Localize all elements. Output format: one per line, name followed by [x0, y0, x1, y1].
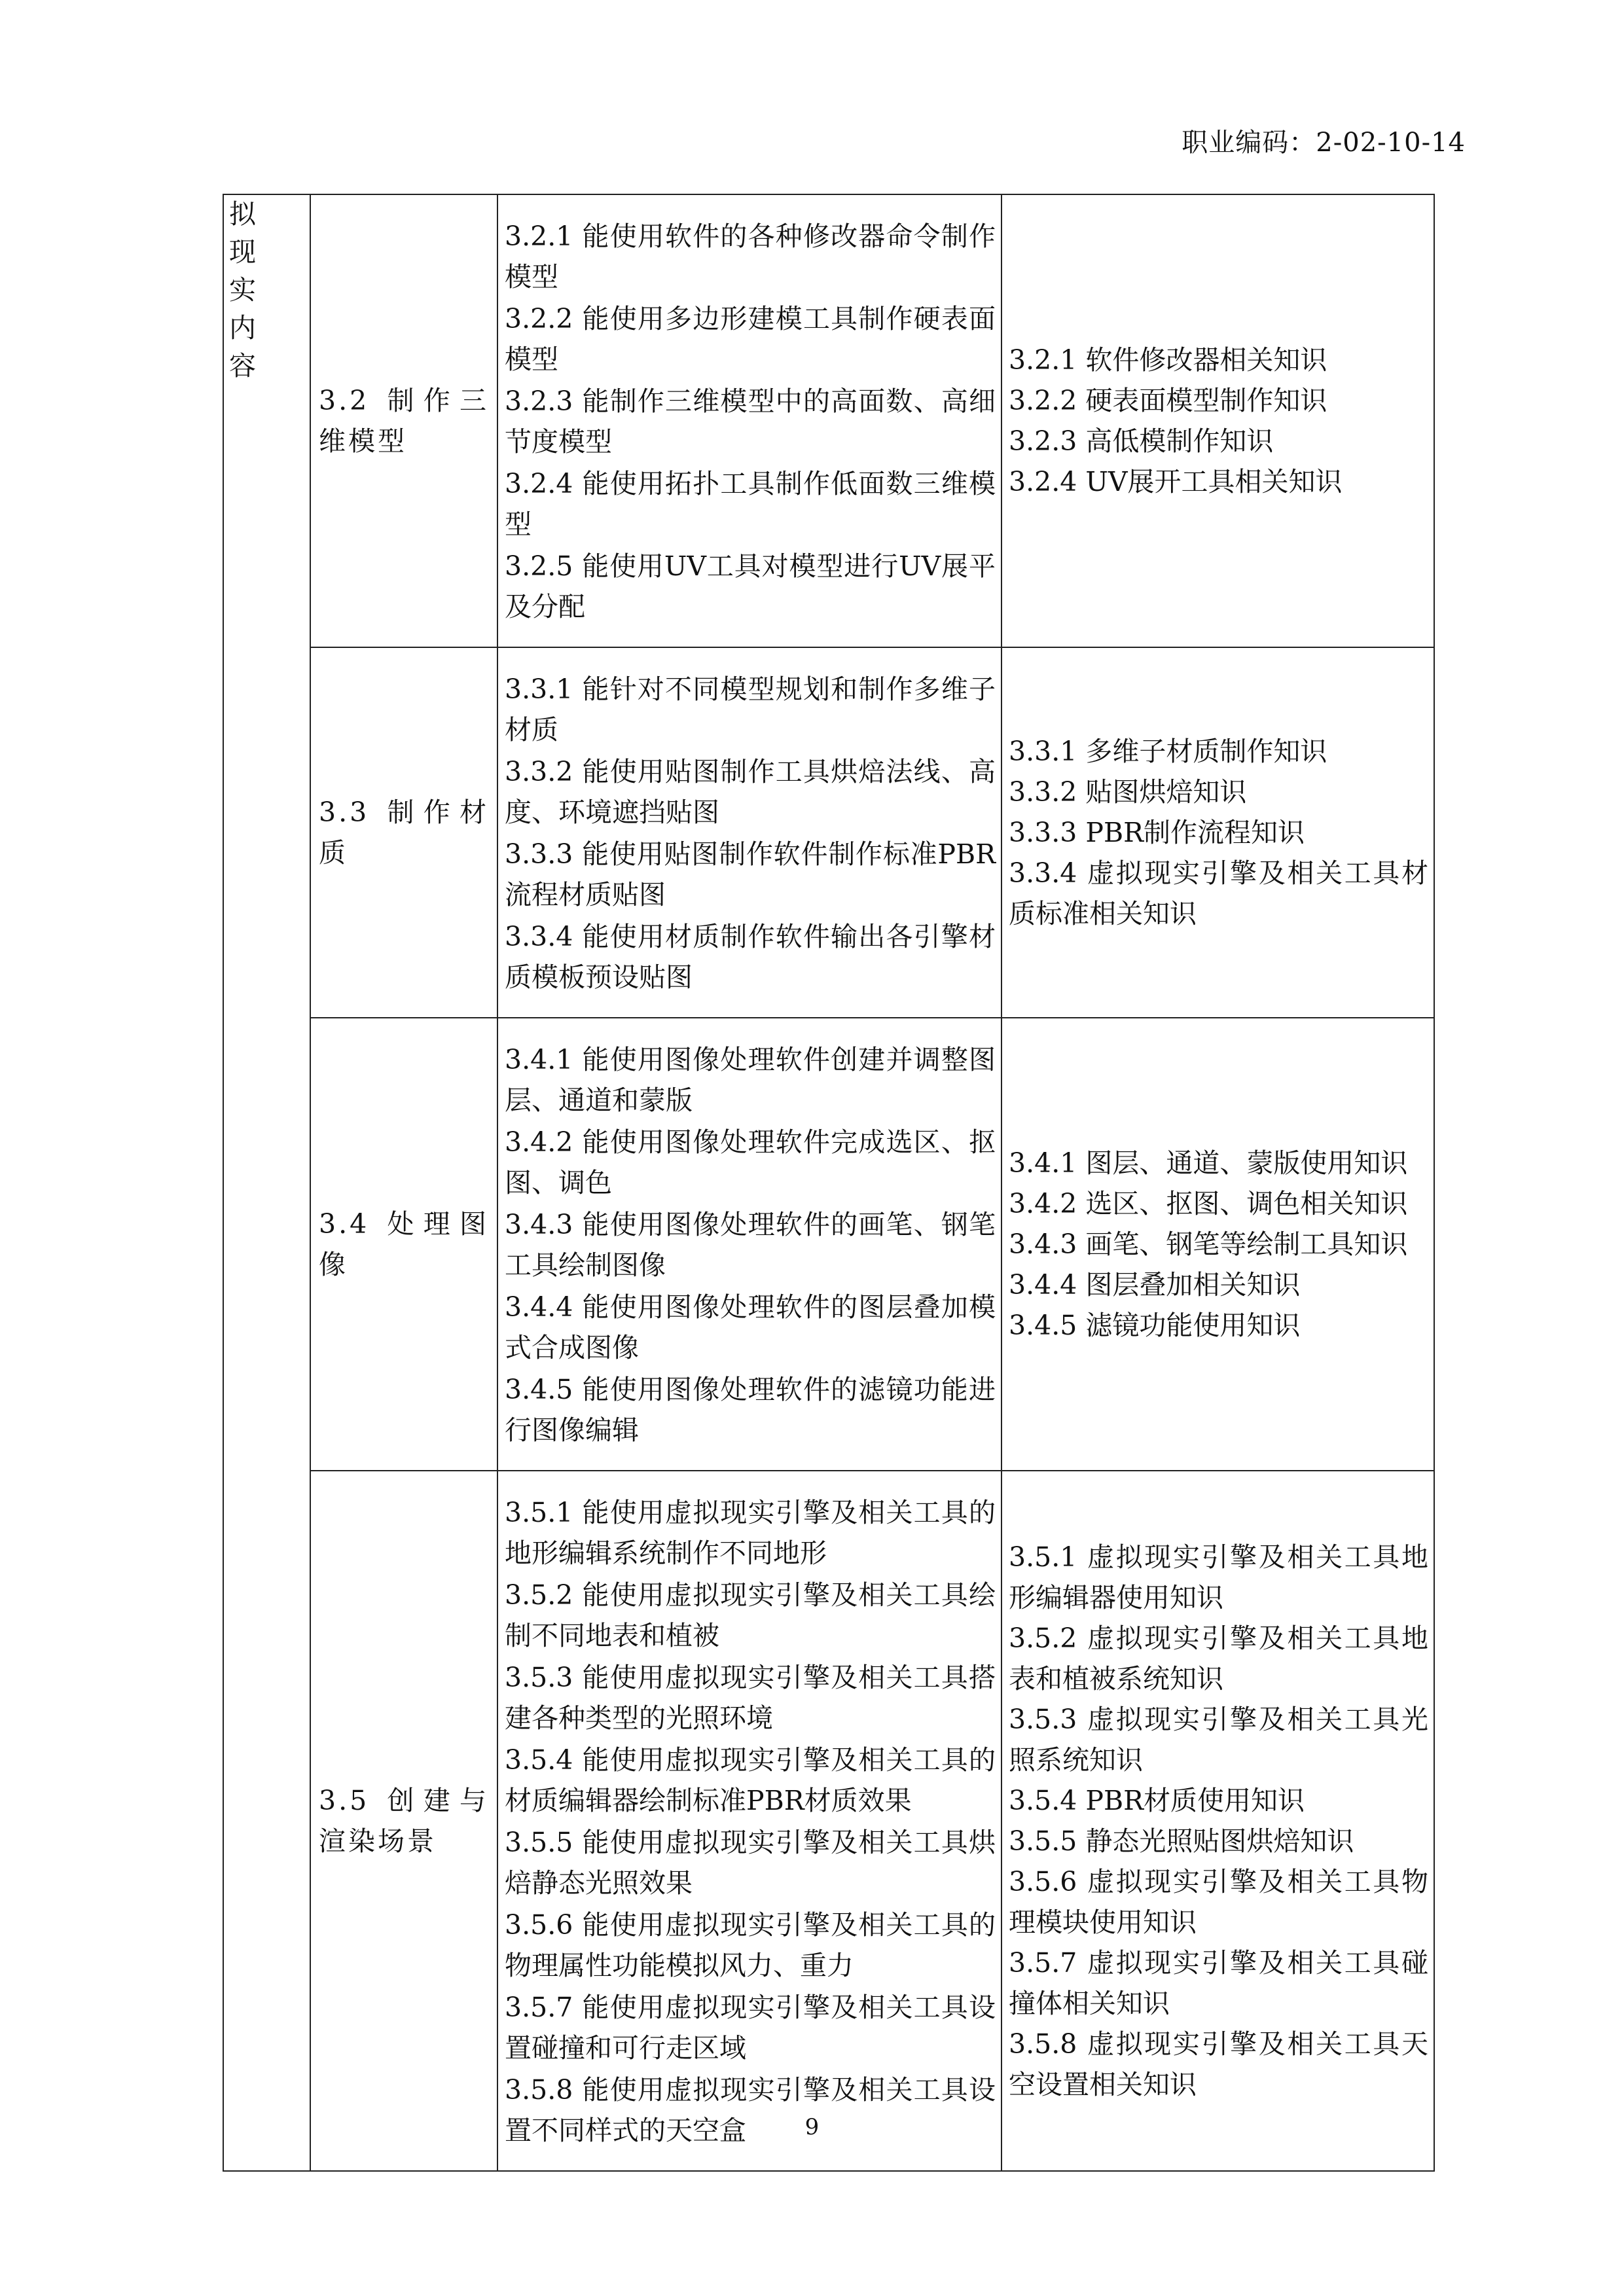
knowledge-item: 3.5.2 虚拟现实引擎及相关工具地表和植被系统知识 — [1009, 1623, 1428, 1695]
skill-item: 3.5.6 能使用虚拟现实引擎及相关工具的物理属性功能模拟风力、重力 — [505, 1909, 996, 1981]
knowledge-item: 3.2.1 软件修改器相关知识 — [1009, 344, 1327, 376]
skill-item: 3.5.3 能使用虚拟现实引擎及相关工具搭建各种类型的光照环境 — [505, 1662, 996, 1734]
skill-item: 3.4.4 能使用图像处理软件的图层叠加模式合成图像 — [505, 1291, 996, 1363]
skill-item: 3.2.3 能制作三维模型中的高面数、高细节度模型 — [505, 386, 996, 457]
skill-item: 3.3.4 能使用材质制作软件输出各引擎材质模板预设贴图 — [505, 921, 996, 993]
unit-name: 3.2 制作三维模型 — [319, 385, 489, 457]
page-number: 9 — [804, 2114, 820, 2140]
level-label: 拟 现 实 内 容 — [229, 198, 282, 382]
knowledge-item: 3.5.8 虚拟现实引擎及相关工具天空设置相关知识 — [1009, 2028, 1428, 2100]
knowledge-item: 3.4.3 画笔、钢笔等绘制工具知识 — [1009, 1229, 1408, 1260]
knowledge-item: 3.2.3 高低模制作知识 — [1009, 425, 1274, 457]
knowledge-cell — [1001, 194, 1434, 647]
skill-item: 3.4.5 能使用图像处理软件的滤镜功能进行图像编辑 — [505, 1374, 996, 1446]
knowledge-item: 3.2.2 硬表面模型制作知识 — [1009, 385, 1327, 416]
skill-item: 3.5.7 能使用虚拟现实引擎及相关工具设置碰撞和可行走区域 — [505, 1992, 996, 2064]
knowledge-cell — [1001, 1471, 1434, 2171]
level-cell — [223, 194, 310, 2171]
skill-item: 3.2.4 能使用拓扑工具制作低面数三维模型 — [505, 468, 996, 540]
knowledge-item: 3.3.3 PBR制作流程知识 — [1009, 817, 1305, 848]
unit-cell — [310, 1471, 497, 2171]
knowledge-item: 3.4.5 滤镜功能使用知识 — [1009, 1310, 1301, 1341]
skill-item: 3.5.5 能使用虚拟现实引擎及相关工具烘焙静态光照效果 — [505, 1827, 996, 1899]
table-row — [223, 1018, 1434, 1471]
skill-cell — [497, 194, 1001, 647]
skill-item: 3.2.1 能使用软件的各种修改器命令制作模型 — [505, 221, 996, 293]
knowledge-cell — [1001, 647, 1434, 1018]
knowledge-item: 3.5.6 虚拟现实引擎及相关工具物理模块使用知识 — [1009, 1866, 1428, 1938]
knowledge-item: 3.3.2 贴图烘焙知识 — [1009, 776, 1247, 808]
knowledge-item: 3.3.4 虚拟现实引擎及相关工具材质标准相关知识 — [1009, 857, 1428, 929]
knowledge-item: 3.5.4 PBR材质使用知识 — [1009, 1785, 1305, 1816]
unit-name: 3.4 处理图像 — [319, 1208, 489, 1280]
skill-item: 3.2.5 能使用UV工具对模型进行UV展平及分配 — [505, 550, 996, 622]
skill-item: 3.4.3 能使用图像处理软件的画笔、钢笔工具绘制图像 — [505, 1209, 996, 1281]
occupation-code: 职业编码：2-02-10-14 — [1182, 128, 1466, 158]
skill-item: 3.5.4 能使用虚拟现实引擎及相关工具的材质编辑器绘制标准PBR材质效果 — [505, 1744, 996, 1816]
skill-item: 3.5.8 能使用虚拟现实引擎及相关工具设置不同样式的天空盒 — [505, 2074, 996, 2146]
knowledge-item: 3.5.3 虚拟现实引擎及相关工具光照系统知识 — [1009, 1704, 1428, 1776]
skill-item: 3.3.3 能使用贴图制作软件制作标准PBR流程材质贴图 — [505, 838, 996, 910]
knowledge-item: 3.4.1 图层、通道、蒙版使用知识 — [1009, 1147, 1408, 1179]
skill-cell — [497, 1018, 1001, 1471]
unit-cell — [310, 194, 497, 647]
unit-cell — [310, 647, 497, 1018]
table-row — [223, 1471, 1434, 2171]
knowledge-item: 3.2.4 UV展开工具相关知识 — [1009, 466, 1343, 497]
standard-table — [223, 194, 1435, 2172]
unit-cell — [310, 1018, 497, 1471]
knowledge-item: 3.5.7 虚拟现实引擎及相关工具碰撞体相关知识 — [1009, 1947, 1428, 2019]
knowledge-item: 3.5.1 虚拟现实引擎及相关工具地形编辑器使用知识 — [1009, 1541, 1428, 1613]
skill-cell — [497, 647, 1001, 1018]
skill-item: 3.4.1 能使用图像处理软件创建并调整图层、通道和蒙版 — [505, 1044, 996, 1116]
skill-item: 3.5.2 能使用虚拟现实引擎及相关工具绘制不同地表和植被 — [505, 1579, 996, 1651]
knowledge-item: 3.4.2 选区、抠图、调色相关知识 — [1009, 1188, 1408, 1219]
skill-item: 3.2.2 能使用多边形建模工具制作硬表面模型 — [505, 303, 996, 375]
skill-item: 3.4.2 能使用图像处理软件完成选区、抠图、调色 — [505, 1126, 996, 1198]
skill-item: 3.5.1 能使用虚拟现实引擎及相关工具的地形编辑系统制作不同地形 — [505, 1497, 996, 1569]
table-row — [223, 194, 1434, 647]
knowledge-item: 3.5.5 静态光照贴图烘焙知识 — [1009, 1825, 1354, 1857]
skill-item: 3.3.1 能针对不同模型规划和制作多维子材质 — [505, 673, 996, 745]
unit-name: 3.3 制作材质 — [319, 797, 489, 869]
knowledge-item: 3.4.4 图层叠加相关知识 — [1009, 1269, 1301, 1300]
skill-item: 3.3.2 能使用贴图制作工具烘焙法线、高度、环境遮挡贴图 — [505, 756, 996, 828]
table-row — [223, 647, 1434, 1018]
unit-name: 3.5 创建与渲染场景 — [319, 1785, 489, 1857]
skill-cell — [497, 1471, 1001, 2171]
knowledge-item: 3.3.1 多维子材质制作知识 — [1009, 736, 1327, 767]
knowledge-cell — [1001, 1018, 1434, 1471]
